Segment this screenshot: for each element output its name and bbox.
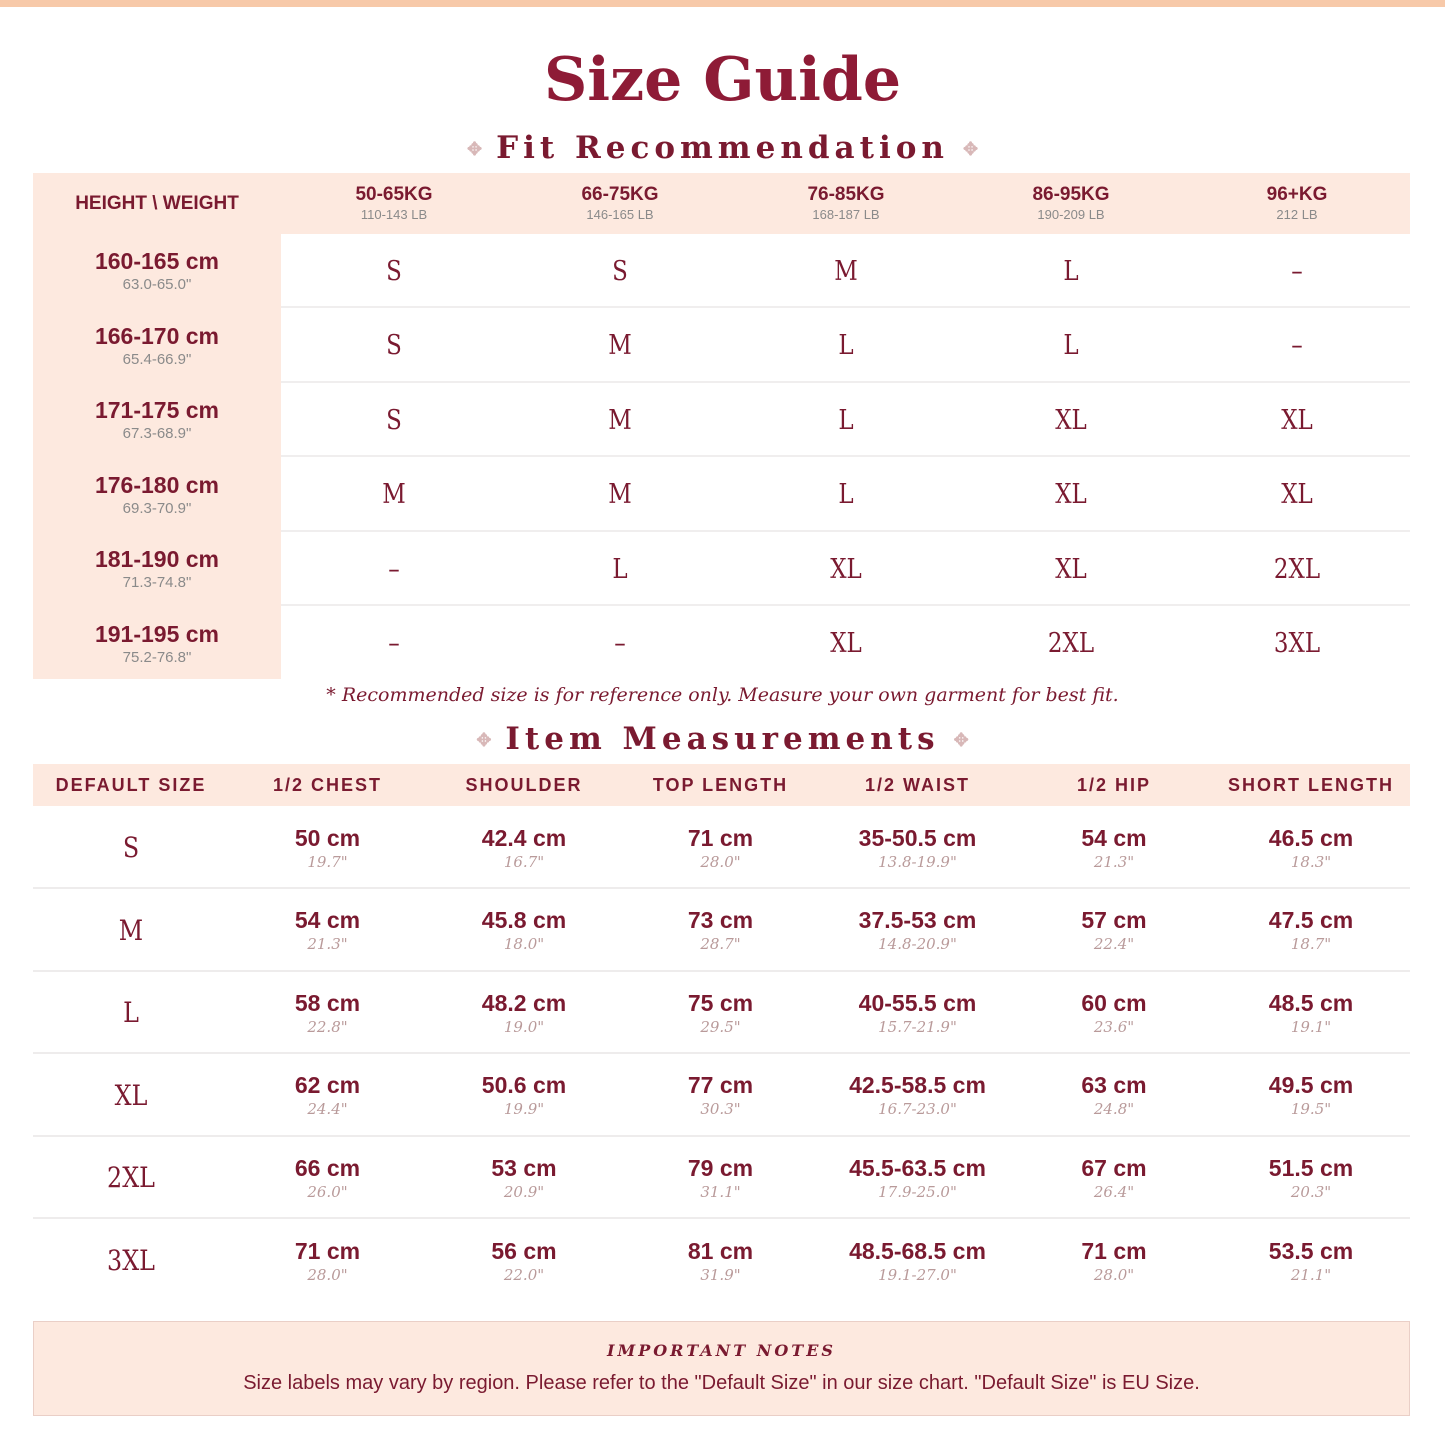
measurement-inches: 26.0" bbox=[307, 1182, 348, 1201]
height-cell bbox=[33, 532, 281, 606]
measurement-cm: 48.5-68.5 cm bbox=[849, 1237, 986, 1264]
weight-kg-label: 66-75KG bbox=[581, 183, 659, 205]
measurement-cm: 57 cm bbox=[1081, 907, 1147, 934]
default-size-cell: S bbox=[122, 831, 140, 864]
fit-table-row bbox=[33, 607, 1410, 681]
measurement-cm: 51.5 cm bbox=[1268, 1154, 1354, 1181]
measurement-inches: 15.7-21.9" bbox=[878, 1017, 957, 1036]
measurement-inches: 17.9-25.0" bbox=[878, 1182, 957, 1201]
measurement-column-header: 1/2 HIP bbox=[1076, 774, 1152, 795]
measurement-cell bbox=[622, 1219, 819, 1302]
measurement-cell bbox=[1212, 971, 1410, 1054]
measurement-cell bbox=[426, 971, 622, 1054]
height-cell bbox=[33, 309, 281, 383]
measurement-cm: 42.5-58.5 cm bbox=[849, 1072, 986, 1099]
measurement-cell bbox=[229, 1219, 426, 1302]
recommended-size-cell: S bbox=[386, 404, 402, 436]
measurement-cm: 81 cm bbox=[687, 1237, 754, 1264]
measurement-cell bbox=[1212, 1054, 1410, 1137]
recommended-size-cell: XL bbox=[1281, 479, 1313, 510]
measurement-inches: 18.3" bbox=[1290, 852, 1332, 871]
measurement-column-header: 1/2 WAIST bbox=[864, 774, 971, 795]
measurement-cm: 77 cm bbox=[687, 1072, 754, 1099]
measurement-inches: 20.3" bbox=[1290, 1182, 1332, 1201]
measurement-cm: 40-55.5 cm bbox=[858, 989, 977, 1016]
measurement-inches: 13.8-19.9" bbox=[878, 852, 957, 871]
measurement-row bbox=[33, 806, 1410, 889]
top-accent-bar bbox=[0, 0, 1445, 7]
measurement-cell bbox=[1016, 1136, 1212, 1219]
diamond-ornament-icon: ✥ bbox=[466, 138, 483, 160]
recommended-size-cell: M bbox=[608, 479, 632, 510]
weight-column-header bbox=[958, 173, 1184, 234]
measurement-cm: 46.5 cm bbox=[1268, 824, 1354, 851]
height-cell bbox=[33, 458, 281, 532]
measurement-cell bbox=[819, 1054, 1016, 1137]
measurement-inches: 21.1" bbox=[1290, 1265, 1332, 1284]
measurement-cell bbox=[426, 1054, 622, 1137]
diamond-ornament-icon: ✥ bbox=[962, 138, 979, 160]
measurement-cm: 67 cm bbox=[1081, 1154, 1147, 1181]
important-notes-text: Size labels may vary by region. Please refer to the "Default Size" in our size chart. "Default Size" is EU Size. bbox=[243, 1372, 1200, 1394]
recommended-size-cell: – bbox=[1291, 255, 1303, 287]
measurement-cm: 73 cm bbox=[687, 907, 754, 934]
measurement-cm: 71 cm bbox=[1081, 1237, 1147, 1264]
measurement-cell bbox=[1212, 1136, 1410, 1219]
measurement-cm: 71 cm bbox=[687, 824, 754, 851]
recommended-size-cell: XL bbox=[1055, 479, 1087, 510]
weight-kg-label: 50-65KG bbox=[355, 183, 433, 205]
measurement-cm: 60 cm bbox=[1081, 989, 1147, 1016]
measurement-inches: 19.5" bbox=[1290, 1100, 1332, 1119]
measurement-row bbox=[33, 1136, 1410, 1219]
fit-table-row bbox=[33, 458, 1410, 532]
measurement-inches: 21.3" bbox=[1093, 852, 1135, 871]
weight-column-header bbox=[507, 173, 733, 234]
measurement-row bbox=[33, 1219, 1410, 1302]
measurement-inches: 26.4" bbox=[1093, 1182, 1135, 1201]
recommended-size-cell: M bbox=[834, 255, 858, 287]
measurement-column-header: SHORT LENGTH bbox=[1228, 774, 1394, 795]
recommended-size-cell: M bbox=[382, 479, 406, 510]
weight-column-header bbox=[1184, 173, 1410, 234]
recommended-size-cell: L bbox=[838, 404, 854, 436]
measurement-column-header: 1/2 CHEST bbox=[272, 774, 383, 795]
measurement-cell bbox=[819, 971, 1016, 1054]
recommended-size-cell: – bbox=[614, 628, 626, 659]
measurement-cm: 48.5 cm bbox=[1268, 989, 1354, 1016]
measurement-cm: 53 cm bbox=[491, 1154, 557, 1181]
measurements-section-title-text: Item Measurements bbox=[505, 721, 940, 757]
height-cm: 176-180 cm bbox=[94, 471, 220, 498]
measurement-cm: 63 cm bbox=[1081, 1072, 1147, 1099]
height-inches: 67.3-68.9" bbox=[122, 425, 192, 442]
recommended-size-cell: XL bbox=[1055, 404, 1087, 436]
measurement-cell bbox=[819, 1136, 1016, 1219]
height-weight-corner-label: HEIGHT \ WEIGHT bbox=[75, 192, 239, 214]
measurement-inches: 16.7-23.0" bbox=[878, 1100, 957, 1119]
fit-section-title-text: Fit Recommendation bbox=[496, 130, 949, 166]
measurement-inches: 14.8-20.9" bbox=[878, 935, 957, 954]
weight-lb-label: 190-209 LB bbox=[1037, 206, 1105, 222]
measurement-cell bbox=[229, 1054, 426, 1137]
measurement-cell bbox=[1016, 971, 1212, 1054]
measurement-inches: 22.0" bbox=[503, 1265, 545, 1284]
recommended-size-cell: – bbox=[388, 628, 400, 659]
measurement-cell bbox=[622, 971, 819, 1054]
measurement-row bbox=[33, 889, 1410, 972]
recommended-size-cell: 2XL bbox=[1273, 553, 1321, 585]
height-cell bbox=[33, 234, 281, 308]
recommended-size-cell: M bbox=[608, 330, 632, 361]
default-size-cell: M bbox=[118, 913, 144, 947]
recommended-size-cell: 3XL bbox=[1273, 628, 1321, 659]
weight-column-header bbox=[733, 173, 959, 234]
recommended-size-cell: – bbox=[1291, 330, 1303, 361]
weight-lb-label: 168-187 LB bbox=[812, 206, 880, 222]
measurement-cm: 45.8 cm bbox=[481, 907, 567, 934]
recommended-size-cell: XL bbox=[1055, 553, 1087, 585]
fit-section-title bbox=[0, 128, 1445, 170]
weight-lb-label: 146-165 LB bbox=[586, 206, 654, 222]
recommended-size-cell: S bbox=[612, 255, 628, 287]
measurement-inches: 22.4" bbox=[1093, 935, 1135, 954]
measurement-inches: 19.0" bbox=[503, 1017, 545, 1036]
recommended-size-cell: XL bbox=[830, 553, 862, 585]
important-notes-box bbox=[33, 1321, 1410, 1416]
measurement-inches: 31.1" bbox=[700, 1182, 741, 1201]
measurement-inches: 21.3" bbox=[307, 935, 348, 954]
height-inches: 75.2-76.8" bbox=[122, 648, 192, 666]
measurement-column-header: DEFAULT SIZE bbox=[55, 774, 207, 795]
fit-table-row bbox=[33, 234, 1410, 308]
recommended-size-cell: L bbox=[612, 553, 628, 585]
measurement-cm: 79 cm bbox=[687, 1154, 754, 1181]
measurement-inches: 23.6" bbox=[1093, 1017, 1135, 1036]
measurement-inches: 31.9" bbox=[700, 1265, 741, 1284]
measurement-cell bbox=[1212, 1219, 1410, 1302]
height-cm: 160-165 cm bbox=[94, 248, 220, 274]
height-inches: 63.0-65.0" bbox=[122, 276, 192, 293]
measurement-column-header: SHOULDER bbox=[465, 774, 583, 795]
measurement-cell bbox=[1016, 806, 1212, 889]
measurement-inches: 16.7" bbox=[503, 852, 545, 871]
recommended-size-cell: L bbox=[1063, 330, 1079, 361]
measurement-inches: 24.4" bbox=[307, 1100, 348, 1119]
measurement-cm: 47.5 cm bbox=[1268, 907, 1354, 934]
height-cm: 191-195 cm bbox=[94, 620, 220, 647]
recommended-size-cell: XL bbox=[1281, 404, 1313, 436]
measurement-cell bbox=[1016, 1054, 1212, 1137]
measurement-inches: 20.9" bbox=[503, 1182, 545, 1201]
fit-table-row bbox=[33, 383, 1410, 457]
measurement-inches: 28.0" bbox=[1093, 1265, 1135, 1284]
weight-column-header bbox=[281, 173, 507, 234]
measurement-cell bbox=[1212, 806, 1410, 889]
measurement-inches: 18.0" bbox=[503, 935, 545, 954]
measurement-cm: 49.5 cm bbox=[1268, 1072, 1354, 1099]
height-inches: 69.3-70.9" bbox=[122, 499, 192, 517]
recommended-size-cell: L bbox=[838, 479, 854, 510]
height-cm: 181-190 cm bbox=[94, 546, 220, 572]
height-cm: 166-170 cm bbox=[94, 322, 220, 349]
measurement-inches: 28.7" bbox=[700, 935, 741, 954]
measurement-inches: 22.8" bbox=[307, 1017, 348, 1036]
measurement-cm: 62 cm bbox=[294, 1072, 361, 1099]
measurement-cm: 56 cm bbox=[491, 1237, 557, 1264]
measurement-cell bbox=[426, 1219, 622, 1302]
measurement-inches: 19.9" bbox=[503, 1100, 545, 1119]
height-cell bbox=[33, 607, 281, 681]
measurement-inches: 19.1" bbox=[1290, 1017, 1332, 1036]
default-size-cell: 2XL bbox=[107, 1161, 155, 1195]
recommended-size-cell: L bbox=[1063, 255, 1079, 287]
measurement-inches: 18.7" bbox=[1290, 935, 1332, 954]
fit-disclaimer-note: * Recommended size is for reference only. Measure your own garment for best fit. bbox=[326, 684, 1119, 706]
weight-lb-label: 212 LB bbox=[1276, 206, 1318, 222]
measurement-cell bbox=[229, 1136, 426, 1219]
height-cm: 171-175 cm bbox=[94, 397, 220, 423]
measurement-cell bbox=[426, 806, 622, 889]
recommended-size-cell: L bbox=[838, 330, 854, 361]
measurement-cell bbox=[819, 806, 1016, 889]
recommended-size-cell: S bbox=[386, 255, 402, 287]
measurement-cell bbox=[622, 1054, 819, 1137]
measurement-cell bbox=[1212, 889, 1410, 972]
recommended-size-cell: – bbox=[388, 553, 400, 585]
measurement-cm: 54 cm bbox=[294, 907, 361, 934]
measurement-cm: 66 cm bbox=[294, 1154, 361, 1181]
height-inches: 71.3-74.8" bbox=[122, 574, 192, 591]
height-cell bbox=[33, 383, 281, 457]
recommended-size-cell: S bbox=[386, 330, 402, 361]
measurement-cm: 53.5 cm bbox=[1268, 1237, 1354, 1264]
default-size-cell: 3XL bbox=[107, 1244, 155, 1277]
measurement-inches: 19.1-27.0" bbox=[878, 1265, 957, 1284]
measurement-cell bbox=[622, 1136, 819, 1219]
fit-table-row bbox=[33, 532, 1410, 606]
height-inches: 65.4-66.9" bbox=[122, 350, 192, 368]
measurement-cm: 58 cm bbox=[294, 989, 361, 1016]
measurement-cm: 50.6 cm bbox=[481, 1072, 567, 1099]
measurements-section-title bbox=[0, 719, 1445, 761]
measurement-inches: 28.0" bbox=[307, 1265, 348, 1284]
measurement-cell bbox=[426, 1136, 622, 1219]
measurement-cm: 35-50.5 cm bbox=[858, 824, 977, 851]
recommended-size-cell: 2XL bbox=[1047, 628, 1095, 659]
measurement-row bbox=[33, 971, 1410, 1054]
weight-kg-label: 96+KG bbox=[1266, 183, 1328, 205]
recommended-size-cell: M bbox=[608, 404, 632, 436]
measurement-cell bbox=[229, 889, 426, 972]
measurement-cm: 45.5-63.5 cm bbox=[849, 1154, 986, 1181]
important-notes-title: IMPORTANT NOTES bbox=[607, 1341, 836, 1360]
default-size-cell: XL bbox=[114, 1078, 148, 1112]
measurement-cell bbox=[819, 1219, 1016, 1302]
measurement-column-header: TOP LENGTH bbox=[652, 774, 789, 795]
weight-kg-label: 76-85KG bbox=[807, 183, 885, 205]
default-size-cell: L bbox=[123, 996, 139, 1030]
measurement-cm: 37.5-53 cm bbox=[858, 907, 977, 934]
measurement-cell bbox=[1016, 889, 1212, 972]
measurement-inches: 29.5" bbox=[700, 1017, 741, 1036]
weight-kg-label: 86-95KG bbox=[1032, 183, 1110, 205]
measurement-cell bbox=[229, 971, 426, 1054]
weight-lb-label: 110-143 LB bbox=[360, 206, 428, 222]
measurement-inches: 19.7" bbox=[307, 852, 348, 871]
measurement-cell bbox=[819, 889, 1016, 972]
measurement-cell bbox=[426, 889, 622, 972]
measurement-cm: 42.4 cm bbox=[481, 824, 567, 851]
measurement-cell bbox=[622, 806, 819, 889]
measurement-cell bbox=[1016, 1219, 1212, 1302]
diamond-ornament-icon: ✥ bbox=[953, 729, 969, 751]
diamond-ornament-icon: ✥ bbox=[476, 729, 492, 751]
measurement-row bbox=[33, 1054, 1410, 1137]
page-title: Size Guide bbox=[543, 45, 902, 115]
measurement-cm: 71 cm bbox=[294, 1237, 361, 1264]
measurement-inches: 30.3" bbox=[700, 1100, 741, 1119]
measurement-cm: 50 cm bbox=[294, 824, 361, 851]
measurement-cm: 75 cm bbox=[687, 989, 754, 1016]
measurement-inches: 24.8" bbox=[1093, 1100, 1135, 1119]
fit-table-row bbox=[33, 309, 1410, 383]
measurement-cell bbox=[622, 889, 819, 972]
measurement-cell bbox=[229, 806, 426, 889]
measurement-inches: 28.0" bbox=[700, 852, 741, 871]
measurement-cm: 54 cm bbox=[1081, 824, 1147, 851]
recommended-size-cell: XL bbox=[830, 628, 862, 659]
measurement-cm: 48.2 cm bbox=[481, 989, 567, 1016]
